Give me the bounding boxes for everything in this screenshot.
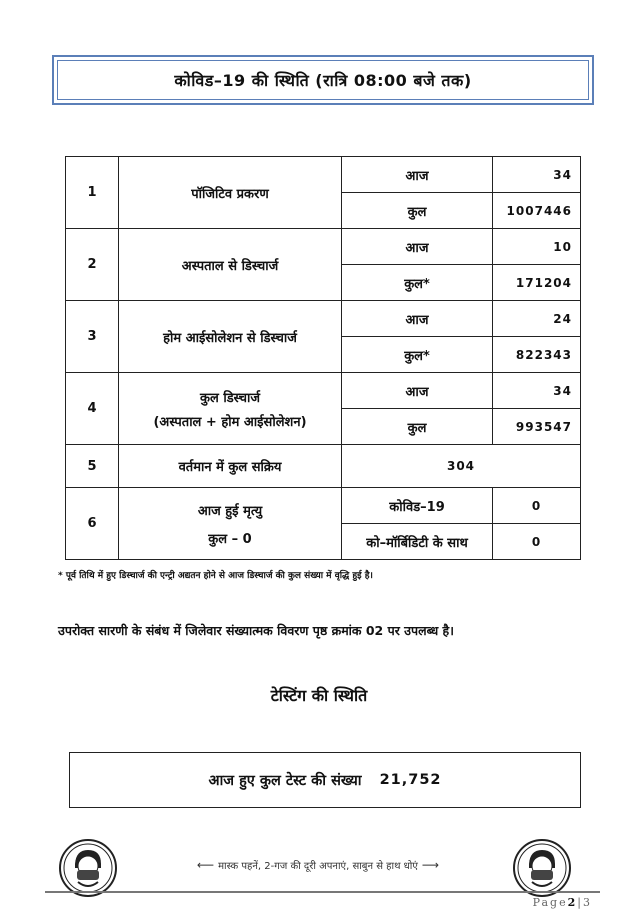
page-label: Page <box>532 896 568 909</box>
period-value: 24 <box>493 301 581 337</box>
masked-face-icon <box>58 838 118 898</box>
row-number: 5 <box>66 445 119 488</box>
active-cases-value: 304 <box>342 445 581 488</box>
period-label: कुल <box>342 409 493 445</box>
page-number: Page2|3 <box>532 896 592 909</box>
table-row <box>66 445 581 488</box>
table-row <box>66 488 581 524</box>
period-label: कुल* <box>342 337 493 373</box>
table-row <box>66 157 581 193</box>
page-current: 2 <box>567 896 578 909</box>
row-description: अस्पताल से डिस्चार्ज <box>119 229 342 301</box>
row-description-line: कुल – 0 <box>208 531 252 547</box>
row-description <box>119 488 342 560</box>
row-description: वर्तमान में कुल सक्रिय <box>119 445 342 488</box>
period-value: 0 <box>493 524 581 560</box>
title-box <box>52 55 594 105</box>
testing-heading: टेस्टिंग की स्थिति <box>270 686 368 705</box>
row-description: होम आईसोलेशन से डिस्चार्ज <box>119 301 342 373</box>
period-value: 34 <box>493 157 581 193</box>
period-label: कुल* <box>342 265 493 301</box>
row-number: 4 <box>66 373 119 445</box>
footer-message <box>118 858 518 872</box>
table-row <box>66 229 581 265</box>
period-value: 34 <box>493 373 581 409</box>
reference-note: उपरोक्त सारणी के संबंध में जिलेवार संख्यात्मक विवरण पृष्ठ क्रमांक 02 पर उपलब्ध है। <box>58 623 454 638</box>
period-label: कुल <box>342 193 493 229</box>
period-value: 1007446 <box>493 193 581 229</box>
row-description-line: कुल डिस्चार्ज <box>200 390 260 406</box>
test-count-label: आज हुए कुल टेस्ट की संख्या <box>208 773 362 789</box>
period-value: 0 <box>493 488 581 524</box>
row-number: 3 <box>66 301 119 373</box>
period-label: को–मॉर्बिडिटी के साथ <box>342 524 493 560</box>
test-count-box <box>69 752 581 808</box>
arrow-left-icon: ⟵ <box>196 858 215 872</box>
row-description-line: आज हुई मृत्यु <box>197 503 263 519</box>
table-row <box>66 301 581 337</box>
masked-face-icon <box>512 838 572 898</box>
period-value: 10 <box>493 229 581 265</box>
footer-divider <box>45 891 600 893</box>
row-number: 6 <box>66 488 119 560</box>
test-count-value: 21,752 <box>379 772 442 788</box>
page-total: 3 <box>583 896 592 909</box>
footnote: * पूर्व तिथि में हुए डिस्चार्ज की एन्ट्री अद्यतन होने से आज डिस्चार्ज की कुल संख्या में वृद्धि हुई है। <box>58 571 373 581</box>
period-label: आज <box>342 301 493 337</box>
period-value: 171204 <box>493 265 581 301</box>
footer-message-text: मास्क पहनें, 2-गज की दूरी अपनाएं, साबुन से हाथ धोएं <box>218 861 418 872</box>
row-description <box>119 373 342 445</box>
covid-status-table <box>65 156 581 560</box>
page-title: कोविड–19 की स्थिति (रात्रि 08:00 बजे तक) <box>57 60 589 100</box>
row-description: पॉजिटिव प्रकरण <box>119 157 342 229</box>
period-label: आज <box>342 373 493 409</box>
table-row <box>66 373 581 409</box>
period-value: 822343 <box>493 337 581 373</box>
period-label: आज <box>342 229 493 265</box>
period-value: 993547 <box>493 409 581 445</box>
period-label: कोविड–19 <box>342 488 493 524</box>
arrow-right-icon: ⟶ <box>421 858 440 872</box>
row-description-line: (अस्पताल + होम आईसोलेशन) <box>153 414 307 430</box>
row-number: 2 <box>66 229 119 301</box>
row-number: 1 <box>66 157 119 229</box>
period-label: आज <box>342 157 493 193</box>
